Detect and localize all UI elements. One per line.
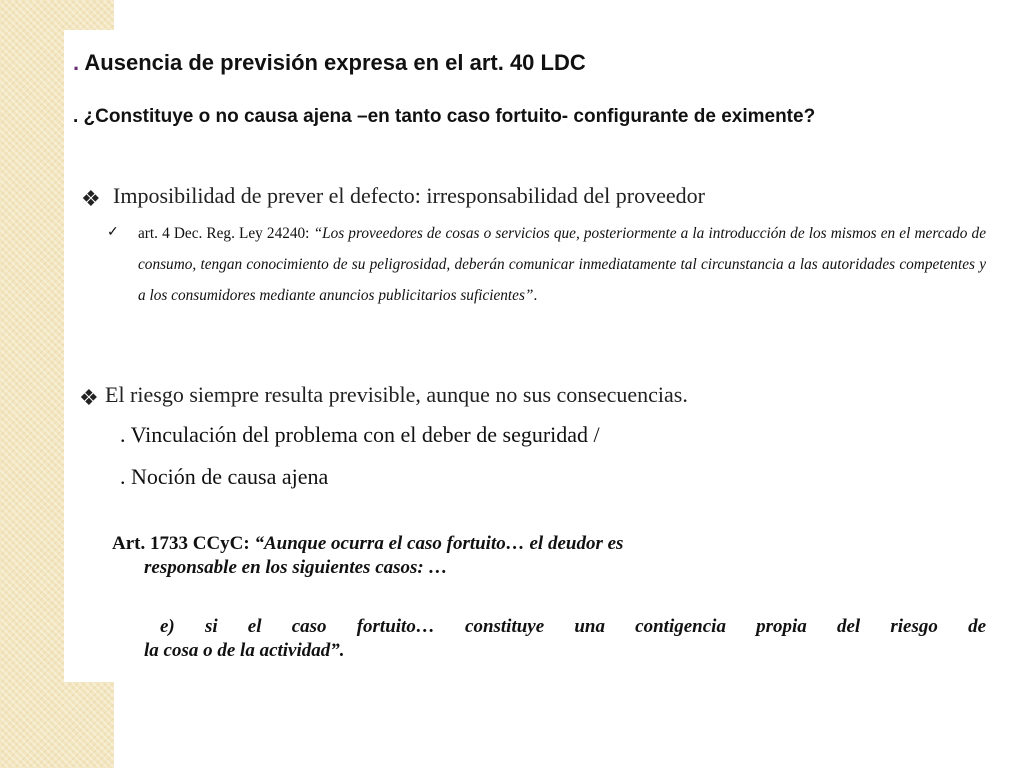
quote-text: “Los proveedores de cosas o servicios que, posteriormente a la introducción de los mismos en el mercado de consumo, tengan conocimiento de su peligrosidad, deberán comunicar inmediatamente tal circunstancia a las autoridades competentes y a los consumidores mediante anuncios publicitarios suficientes” xyxy=(138,225,986,304)
heading-dot: . xyxy=(73,50,80,75)
diamond-bullet-icon: ❖ xyxy=(79,385,99,410)
bullet-riesgo xyxy=(79,382,688,411)
inciso-e-line2: la cosa o de la actividad”. xyxy=(144,640,345,661)
article-1733 xyxy=(112,532,986,580)
article-line2: responsable en los siguientes casos: … xyxy=(144,557,448,578)
sub-nocion: . Noción de causa ajena xyxy=(120,464,329,489)
quote-decreto xyxy=(138,218,986,311)
article-line1: “Aunque ocurra el caso fortuito… el deudor es xyxy=(254,533,624,554)
bullet-imposibilidad-text: Imposibilidad de prever el defecto: irresponsabilidad del proveedor xyxy=(113,183,705,208)
bullet-riesgo-text: El riesgo siempre resulta previsible, aunque no sus consecuencias. xyxy=(105,382,688,407)
quote-suffix: . xyxy=(533,287,538,304)
inciso-e-line1: e) si el caso fortuito… constituye una contigencia propia del riesgo de xyxy=(160,616,986,637)
heading-ausencia xyxy=(73,50,586,76)
checkmark-bullet-icon: ✓ xyxy=(107,225,119,240)
sub-vinculacion: . Vinculación del problema con el deber de seguridad / xyxy=(120,422,600,447)
bullet-imposibilidad xyxy=(81,183,705,212)
diamond-bullet-icon: ❖ xyxy=(81,186,101,211)
heading-ausencia-text: Ausencia de previsión expresa en el art. 40 LDC xyxy=(79,50,586,75)
article-prefix: Art. 1733 CCyC: xyxy=(112,533,255,554)
heading-question: . ¿Constituye o no causa ajena –en tanto caso fortuito- configurante de eximente? xyxy=(73,106,816,127)
quote-prefix: art. 4 Dec. Reg. Ley 24240: xyxy=(138,225,314,242)
article-inciso-e xyxy=(112,615,986,663)
